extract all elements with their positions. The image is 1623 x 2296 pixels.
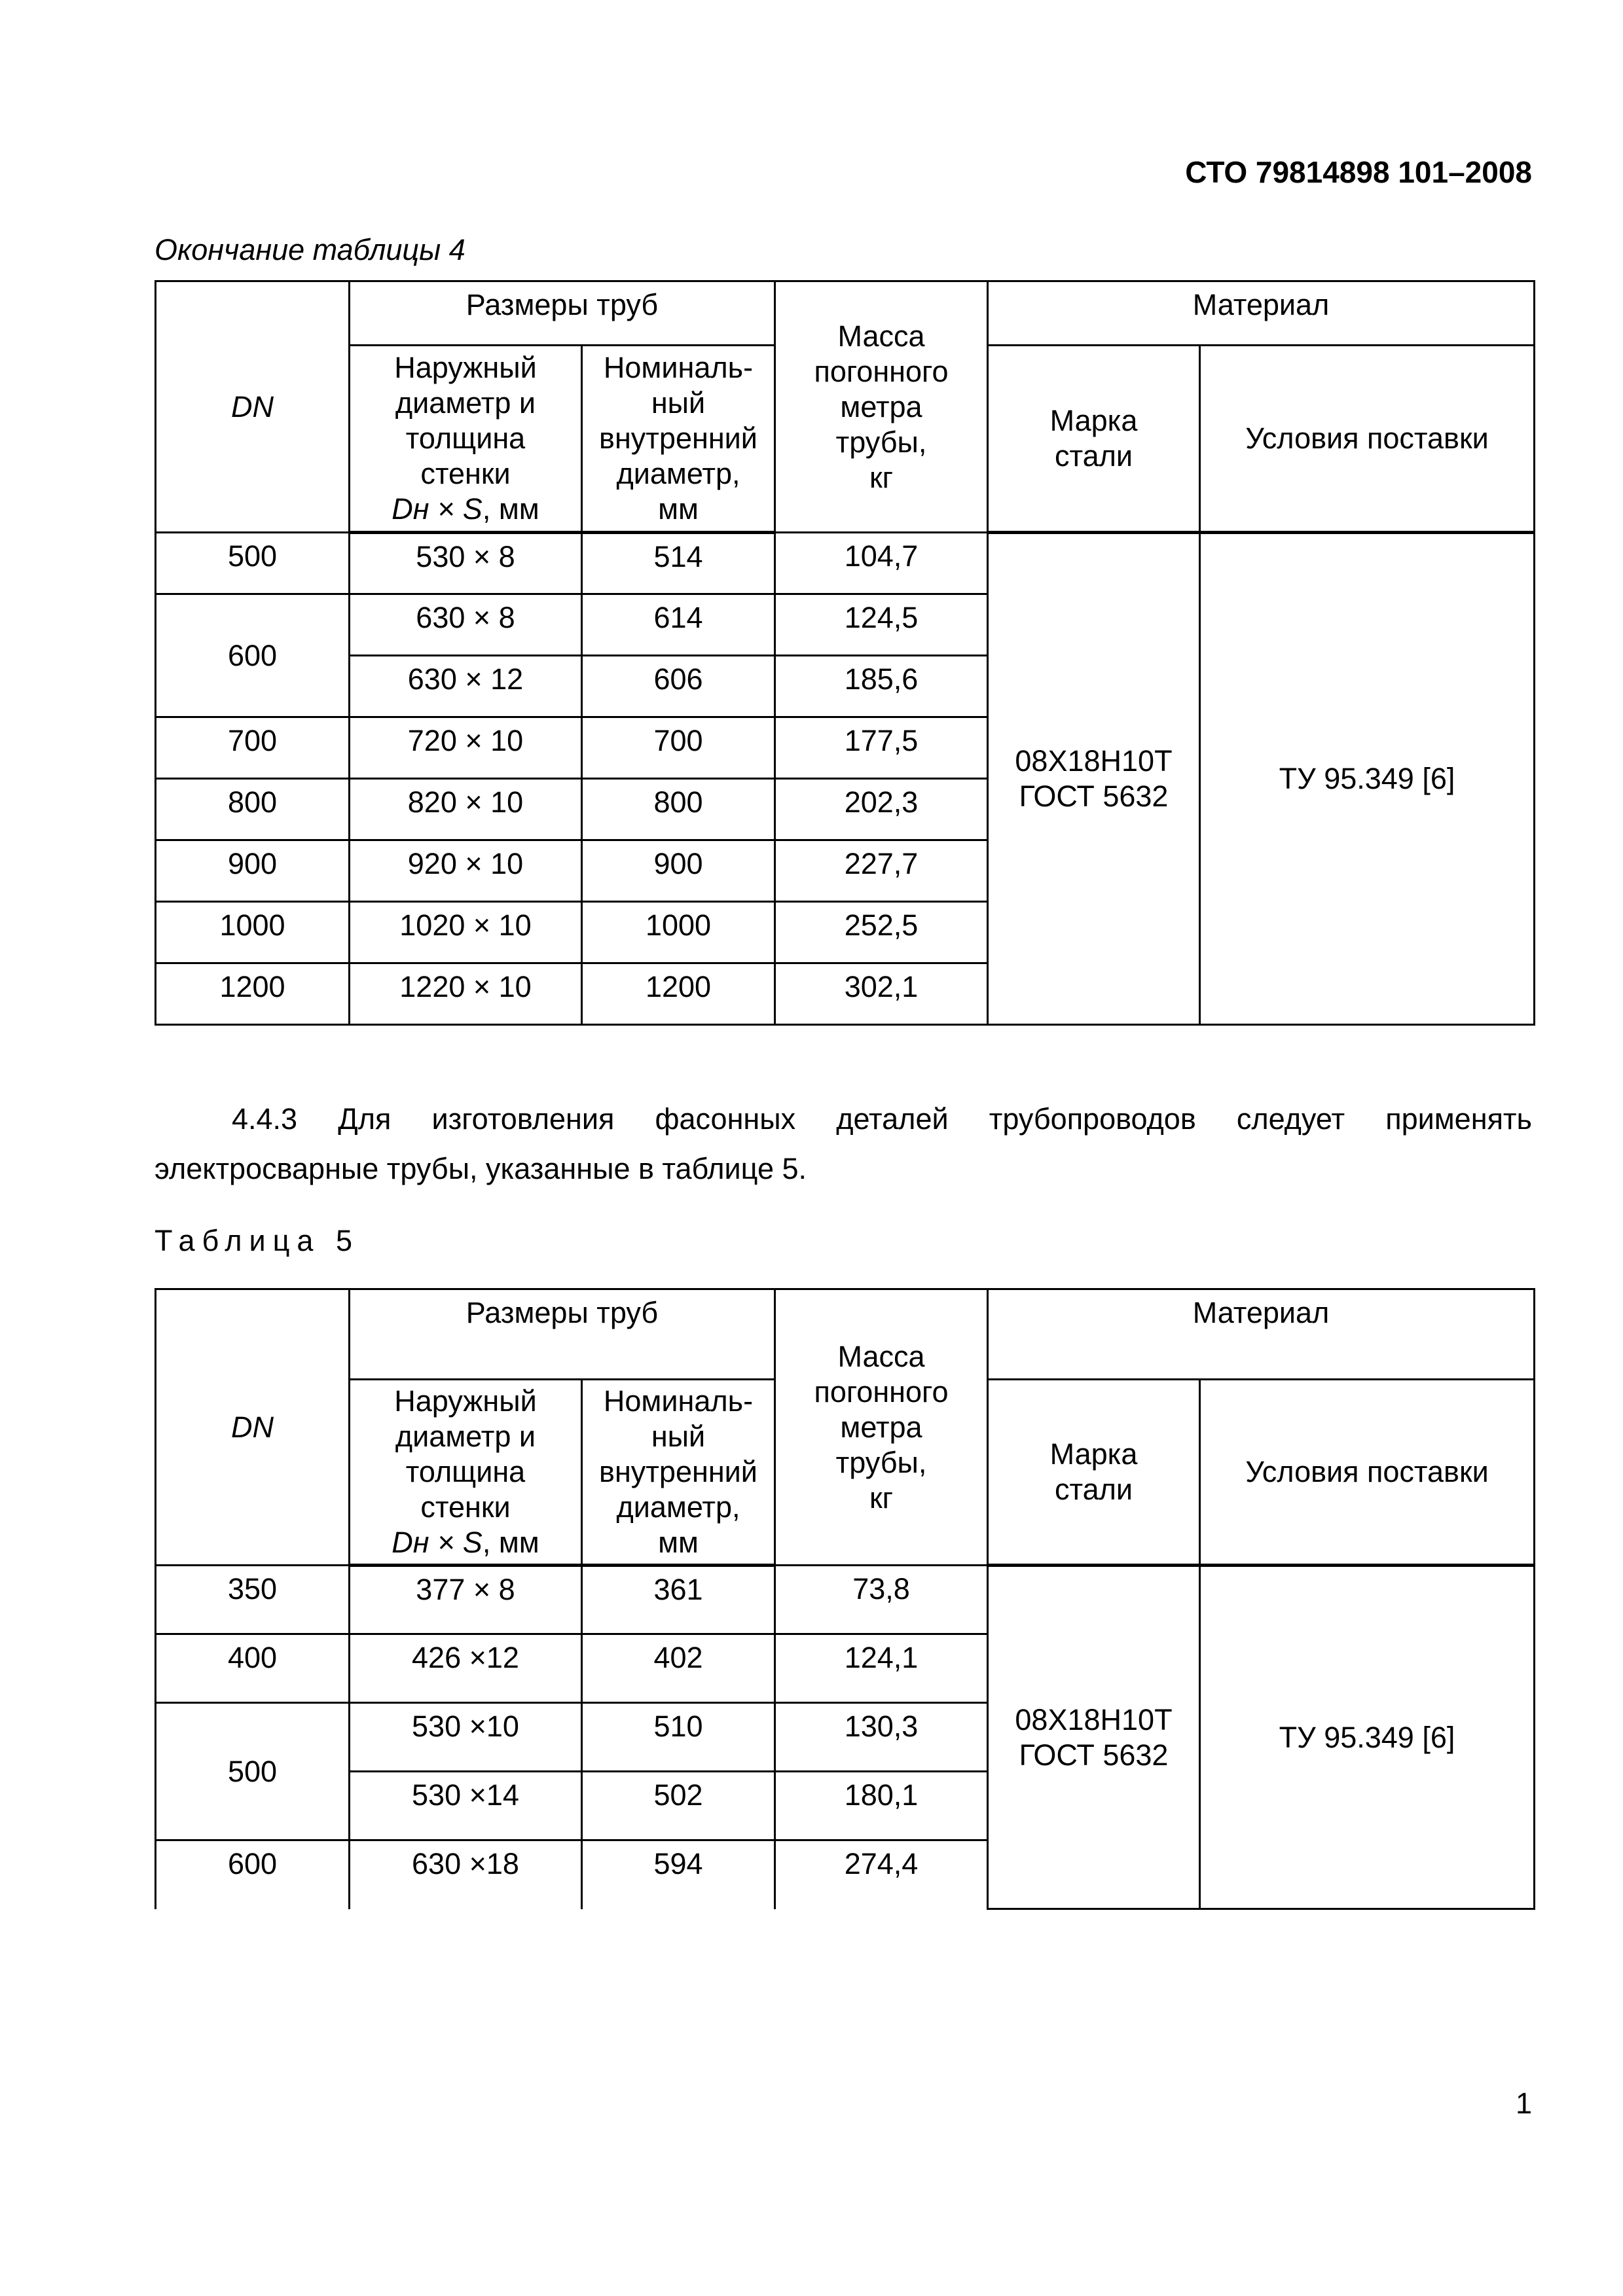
- cell-size: 426 ×12: [350, 1634, 582, 1703]
- cell-mass: 274,4: [775, 1840, 988, 1909]
- cell-dn: 700: [156, 717, 350, 779]
- cell-size: 920 × 10: [350, 840, 582, 902]
- header-dn: DN: [156, 281, 350, 533]
- cell-size: 1220 × 10: [350, 963, 582, 1025]
- cell-inner: 900: [582, 840, 775, 902]
- cell-size: 530 ×10: [350, 1703, 582, 1772]
- cell-size: 530 ×14: [350, 1772, 582, 1840]
- cell-mass: 104,7: [775, 533, 988, 594]
- header-supply-conditions: Условия поставки: [1200, 346, 1535, 533]
- page-number: 1: [1515, 2087, 1532, 2120]
- cell-dn: 500: [156, 533, 350, 594]
- cell-mass: 177,5: [775, 717, 988, 779]
- cell-mass: 202,3: [775, 779, 988, 840]
- cell-inner: 402: [582, 1634, 775, 1703]
- cell-mass: 73,8: [775, 1566, 988, 1634]
- cell-dn: 1000: [156, 902, 350, 963]
- cell-mass: 252,5: [775, 902, 988, 963]
- header-outer-diameter: Наружный диаметр и толщина стенки Dн × S, мм: [350, 346, 582, 533]
- header-supply-conditions: Условия поставки: [1200, 1380, 1535, 1566]
- cell-inner: 800: [582, 779, 775, 840]
- cell-dn: 500: [156, 1703, 350, 1840]
- cell-inner: 700: [582, 717, 775, 779]
- cell-mass: 302,1: [775, 963, 988, 1025]
- cell-dn: 800: [156, 779, 350, 840]
- cell-dn: 600: [156, 594, 350, 717]
- cell-steel-grade: 08Х18Н10Т ГОСТ 5632: [988, 533, 1200, 1025]
- header-pipe-sizes: Размеры труб: [350, 281, 775, 346]
- table5: [155, 1288, 1535, 1910]
- document-code: СТО 79814898 101–2008: [1185, 155, 1532, 189]
- header-steel-grade: Марка стали: [988, 346, 1200, 533]
- header-outer-diameter: Наружный диаметр и толщина стенки Dн × S, мм: [350, 1380, 582, 1566]
- cell-size: 630 × 12: [350, 656, 582, 717]
- cell-supply-conditions: ТУ 95.349 [6]: [1200, 1566, 1535, 1909]
- cell-inner: 1000: [582, 902, 775, 963]
- paragraph-4-4-3: 4.4.3 Для изготовления фасонных деталей трубопроводов следует применять электросварные трубы, указанные в таблице 5.: [155, 1102, 1532, 1185]
- cell-steel-grade: 08Х18Н10Т ГОСТ 5632: [988, 1566, 1200, 1909]
- table5-caption: Таблица 5: [155, 1224, 359, 1257]
- cell-dn: 600: [156, 1840, 350, 1909]
- cell-mass: 124,5: [775, 594, 988, 656]
- cell-dn: 350: [156, 1566, 350, 1634]
- cell-dn: 1200: [156, 963, 350, 1025]
- cell-size: 820 × 10: [350, 779, 582, 840]
- cell-mass: 180,1: [775, 1772, 988, 1840]
- header-material: Материал: [988, 1289, 1535, 1380]
- cell-inner: 361: [582, 1566, 775, 1634]
- cell-inner: 606: [582, 656, 775, 717]
- cell-dn: 400: [156, 1634, 350, 1703]
- header-inner-diameter: Номиналь- ный внутренний диаметр, мм: [582, 1380, 775, 1566]
- header-dn: DN: [156, 1289, 350, 1566]
- cell-inner: 514: [582, 533, 775, 594]
- cell-mass: 227,7: [775, 840, 988, 902]
- cell-mass: 130,3: [775, 1703, 988, 1772]
- cell-mass: 185,6: [775, 656, 988, 717]
- header-pipe-sizes: Размеры труб: [350, 1289, 775, 1380]
- cell-inner: 510: [582, 1703, 775, 1772]
- cell-inner: 1200: [582, 963, 775, 1025]
- cell-inner: 502: [582, 1772, 775, 1840]
- cell-size: 377 × 8: [350, 1566, 582, 1634]
- header-material: Материал: [988, 281, 1535, 346]
- header-inner-diameter: Номиналь- ный внутренний диаметр, мм: [582, 346, 775, 533]
- table4: [155, 280, 1535, 1026]
- cell-supply-conditions: ТУ 95.349 [6]: [1200, 533, 1535, 1025]
- cell-dn: 900: [156, 840, 350, 902]
- table-row: [156, 1566, 1535, 1634]
- cell-mass: 124,1: [775, 1634, 988, 1703]
- cell-size: 720 × 10: [350, 717, 582, 779]
- cell-inner: 614: [582, 594, 775, 656]
- header-mass: Масса погонного метра трубы, кг: [775, 281, 988, 533]
- cell-size: 630 ×18: [350, 1840, 582, 1909]
- header-steel-grade: Марка стали: [988, 1380, 1200, 1566]
- table4-caption: Окончание таблицы 4: [155, 233, 465, 266]
- cell-size: 630 × 8: [350, 594, 582, 656]
- header-mass: Масса погонного метра трубы, кг: [775, 1289, 988, 1566]
- cell-size: 1020 × 10: [350, 902, 582, 963]
- table-row: [156, 533, 1535, 594]
- cell-size: 530 × 8: [350, 533, 582, 594]
- cell-inner: 594: [582, 1840, 775, 1909]
